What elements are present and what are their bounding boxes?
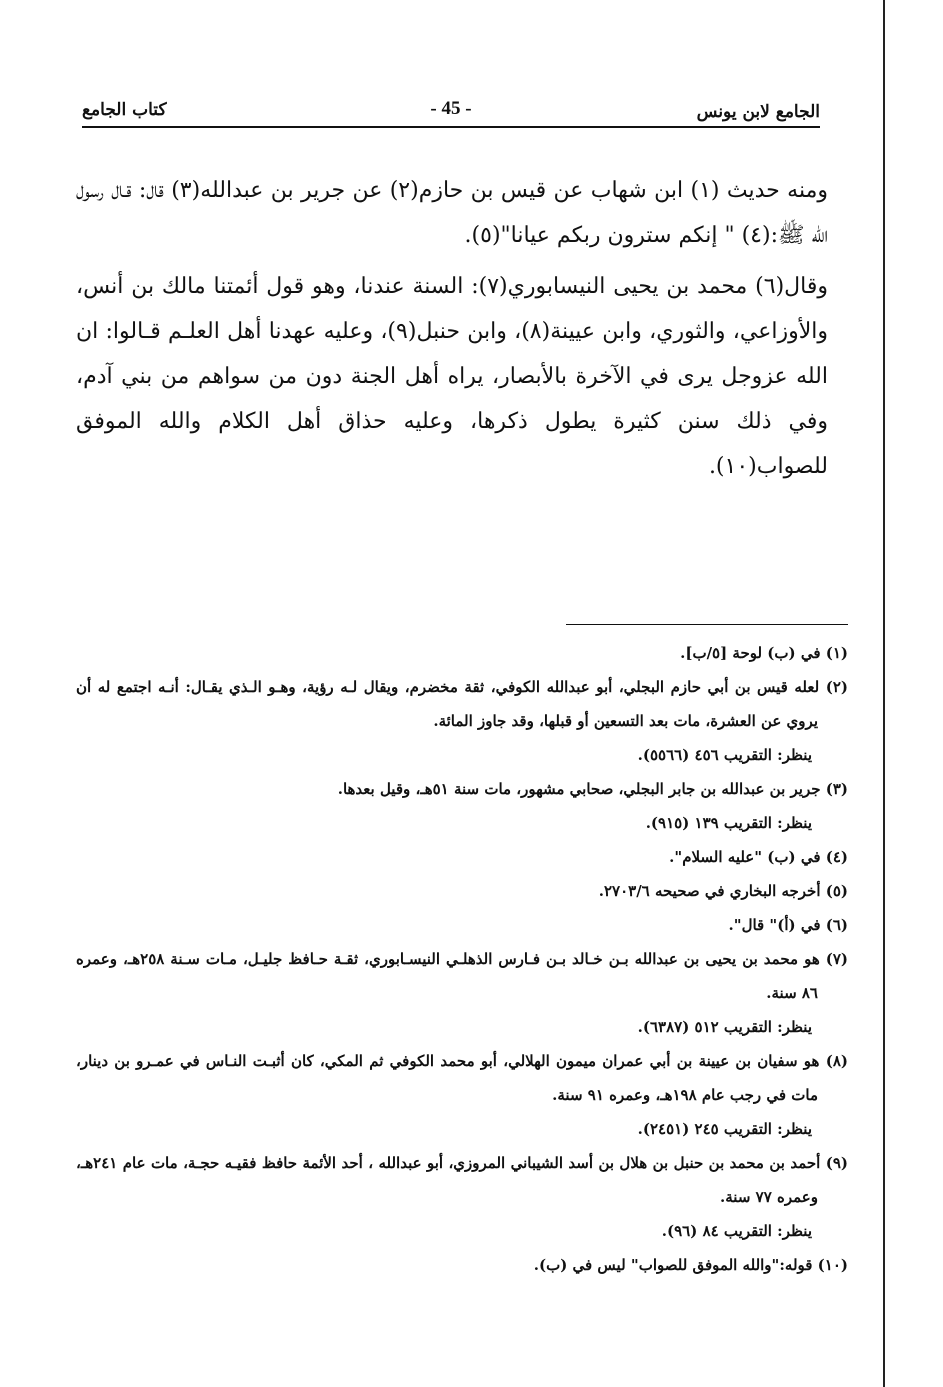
footnotes [76, 636, 848, 1282]
header-rule [82, 126, 820, 128]
footnote-7: (٧) هو محمد بن يحيى بن عبدالله بـن خـالد بـن فـارس الذهلـي النيسـابوري، ثقـة حـافظ جليـل، مـات سـنة ٢٥٨هـ، وعمره ٨٦ سنة. [76, 950, 848, 1002]
footnote-7-reference: ينظر: التقريب ٥١٢ (٦٣٨٧). [637, 1018, 812, 1036]
footnote-6: (٦) في (أ)" قال". [728, 916, 848, 934]
footnote-8: (٨) هو سفيان بن عيينة بن أبي عمران ميمون الهلالي، أبو محمد الكوفي ثم المكي، كان أثبـت النـاس في عمـرو بن دينار، مات في رجب عام ١٩٨هـ، وعمره ٩١ سنة. [76, 1052, 848, 1104]
footnote-3: (٣) جرير بن عبدالله بن جابر البجلي، صحابي مشهور، مات سنة ٥١هـ، وقيل بعدها. [337, 780, 848, 798]
paragraph-quote: وقال(٦) محمد بن يحيى النيسابوري(٧): السنة عندنا، وهو قول أئمتنا مالك بن أنس، والأوزاعي، والثوري، وابن عيينة(٨)، وابن حنبل(٩)، وعليه عهدنا أهل العلـم قـالوا: ان الله عزوجل يرى في الآخرة بالأبصار، يراه أهل الجنة دون من سواهم من بني آدم، وفي ذلك سنن كثيرة يطول ذكرها، وعليه حذاق أهل الكلام والله الموفق للصواب(١٠). [76, 274, 828, 479]
footnote-3-reference: ينظر: التقريب ١٣٩ (٩١٥). [645, 814, 812, 832]
footnote-8-reference: ينظر: التقريب ٢٤٥ (٢٤٥١). [637, 1120, 812, 1138]
header-book-title: الجامع لابن يونس [696, 102, 820, 122]
page-edge-line [883, 0, 885, 1387]
footnote-separator [566, 624, 848, 625]
paragraph-hadith: ومنه حديث (١) ابن شهاب عن قيس بن حازم(٢) عن جرير بن عبدالله(٣) قال: قـال رسول الله ﷺ:(٤) " إنكم سترون ربكم عيانا"(٥). [76, 178, 828, 248]
footnote-9: (٩) أحمد بن محمد بن حنبل بن هلال بن أسد الشيباني المروزي، أبو عبدالله ، أحد الأئمة حافظ فقيـه حجـة، مات عام ٢٤١هـ، وعمره ٧٧ سنة. [76, 1154, 848, 1206]
footnote-5: (٥) أخرجه البخاري في صحيحه ٢٧٠٣/٦. [598, 882, 848, 900]
running-header [82, 96, 820, 130]
footnote-10: (١٠) قوله:"والله الموفق للصواب" ليس في (ب). [533, 1256, 848, 1274]
footnote-2-reference: ينظر: التقريب ٤٥٦ (٥٥٦٦). [637, 746, 812, 764]
footnote-4: (٤) في (ب) "عليه السلام". [669, 848, 848, 866]
header-chapter-title: كتاب الجامع [82, 100, 167, 120]
footnote-1: (١) في (ب) لوحة [٥/ب]. [680, 644, 848, 662]
footnote-9-reference: ينظر: التقريب ٨٤ (٩٦). [661, 1222, 812, 1240]
footnote-2: (٢) لعله قيس بن أبي حازم البجلي، أبو عبدالله الكوفي، ثقة مخضرم، ويقال لـه رؤية، وهـو الـذي يقـال: أنـه اجتمع له أن يروي عن العشرة، مات بعد التسعين أو قبلها، وقد جاوز المائة. [76, 678, 848, 730]
main-text [76, 168, 828, 489]
page-number: - 45 - [430, 98, 472, 119]
